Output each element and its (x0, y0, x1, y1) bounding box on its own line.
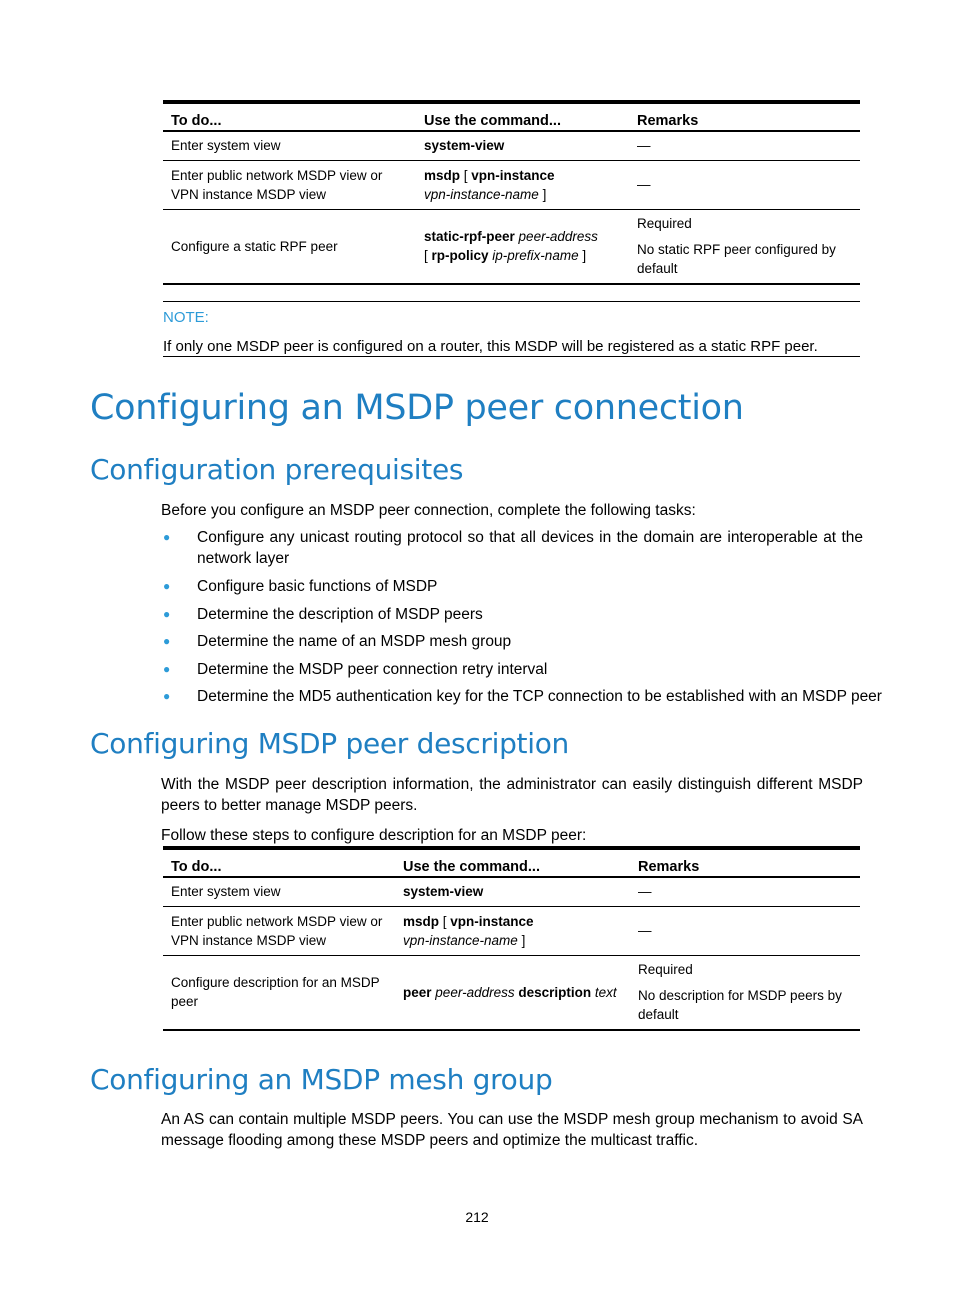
list-item (161, 686, 882, 707)
table-row (163, 160, 860, 209)
note-box (163, 301, 860, 357)
table-header-row (163, 102, 860, 131)
command-argument: vpn-instance-name (424, 186, 539, 202)
remark-required: Required (638, 962, 693, 978)
list-item (161, 604, 863, 625)
list-item (161, 659, 863, 680)
command-syntax: ] (538, 186, 547, 202)
command-syntax: ] (517, 932, 526, 948)
command-keyword: vpn-instance (471, 167, 555, 183)
command-keyword: system-view (424, 138, 505, 154)
peer-description-steps-intro: Follow these steps to configure description for an MSDP peer: (161, 827, 587, 844)
list-item (161, 527, 863, 569)
command-cell (416, 131, 629, 160)
remarks-cell (629, 209, 860, 284)
table-row (163, 131, 860, 160)
note-label: NOTE: (163, 309, 209, 326)
remarks-cell: — (629, 131, 860, 160)
prerequisites-intro: Before you configure an MSDP peer connection, complete the following tasks: (161, 502, 696, 519)
command-keyword: description (518, 984, 592, 1000)
table-row (163, 955, 860, 1030)
remark-default: No static RPF peer configured by default (637, 242, 836, 277)
command-table-static-rpf (163, 100, 860, 285)
list-item (161, 631, 863, 652)
command-table-peer-description (163, 846, 860, 1031)
table-header-row (163, 848, 860, 877)
command-cell (416, 209, 629, 284)
column-header-todo: To do... (163, 848, 395, 877)
command-argument: text (594, 984, 617, 1000)
table-row (163, 877, 860, 906)
command-syntax: [ (460, 167, 472, 183)
todo-cell: Configure description for an MSDP peer (163, 955, 395, 1030)
todo-cell: Enter public network MSDP view or VPN instance MSDP view (163, 160, 416, 209)
command-cell (395, 955, 630, 1030)
prerequisites-list (161, 527, 882, 707)
bullet-icon: ● (163, 661, 171, 676)
column-header-command: Use the command... (395, 848, 630, 877)
command-keyword: msdp (403, 913, 440, 929)
page-number: 212 (465, 1209, 489, 1225)
command-keyword: rp-policy (431, 248, 489, 264)
command-argument: peer-address (435, 984, 515, 1000)
todo-cell: Enter system view (163, 131, 416, 160)
bullet-icon: ● (163, 579, 171, 593)
section-title-prerequisites: Configuration prerequisites (90, 453, 464, 486)
command-syntax: [ (424, 248, 432, 264)
remarks-cell: — (630, 906, 860, 955)
list-item (161, 576, 863, 597)
command-keyword: msdp (424, 167, 461, 183)
command-argument: vpn-instance-name (403, 932, 518, 948)
column-header-remarks: Remarks (629, 102, 860, 131)
page-heading: Configuring an MSDP peer connection (90, 388, 744, 428)
bullet-icon: ● (163, 530, 171, 544)
column-header-command: Use the command... (416, 102, 629, 131)
todo-cell: Enter system view (163, 877, 395, 906)
table-row (163, 209, 860, 284)
peer-description-paragraph: With the MSDP peer description information, the administrator can easily distinguish different MSDP peers to better manage MSDP peers. (161, 776, 863, 814)
section-title-peer-description: Configuring MSDP peer description (90, 727, 569, 760)
todo-cell: Configure a static RPF peer (163, 209, 416, 284)
command-syntax: [ (439, 913, 451, 929)
command-argument: ip-prefix-name (492, 248, 579, 264)
bullet-icon: ● (163, 606, 171, 621)
list-item-text: Determine the MSDP peer connection retry interval (197, 660, 548, 678)
list-item-text: Determine the MD5 authentication key for the TCP connection to be established with an MSDP peer (197, 688, 882, 705)
remark-required: Required (637, 216, 692, 232)
bullet-icon: ● (163, 634, 171, 648)
column-header-remarks: Remarks (630, 848, 860, 877)
column-header-todo: To do... (163, 102, 416, 131)
mesh-group-paragraph: An AS can contain multiple MSDP peers. You can use the MSDP mesh group mechanism to avoid SA message flooding among these MSDP peers and optimize the multicast traffic. (161, 1111, 863, 1149)
command-keyword: static-rpf-peer (424, 229, 515, 245)
remarks-cell (630, 955, 860, 1030)
table-row (163, 906, 860, 955)
command-keyword: vpn-instance (450, 913, 534, 929)
remarks-cell: — (630, 877, 860, 906)
todo-cell: Enter public network MSDP view or VPN instance MSDP view (163, 906, 395, 955)
list-item-text: Configure basic functions of MSDP (197, 578, 438, 595)
command-keyword: system-view (403, 884, 484, 900)
command-cell (395, 906, 630, 955)
list-item-text: Determine the name of an MSDP mesh group (197, 633, 512, 650)
note-text: If only one MSDP peer is configured on a router, this MSDP will be registered as a static RPF peer. (163, 338, 818, 355)
remark-default: No description for MSDP peers by default (638, 988, 842, 1023)
section-title-mesh-group: Configuring an MSDP mesh group (90, 1063, 553, 1096)
command-cell (416, 160, 629, 209)
command-keyword: peer (403, 984, 432, 1000)
command-argument: peer-address (518, 229, 598, 245)
bullet-icon: ● (163, 689, 171, 703)
remarks-cell: — (629, 160, 860, 209)
command-cell (395, 877, 630, 906)
command-syntax: ] (578, 248, 587, 264)
list-item-text: Configure any unicast routing protocol so that all devices in the domain are interoperable at the network layer (197, 529, 863, 567)
list-item-text: Determine the description of MSDP peers (197, 605, 483, 623)
